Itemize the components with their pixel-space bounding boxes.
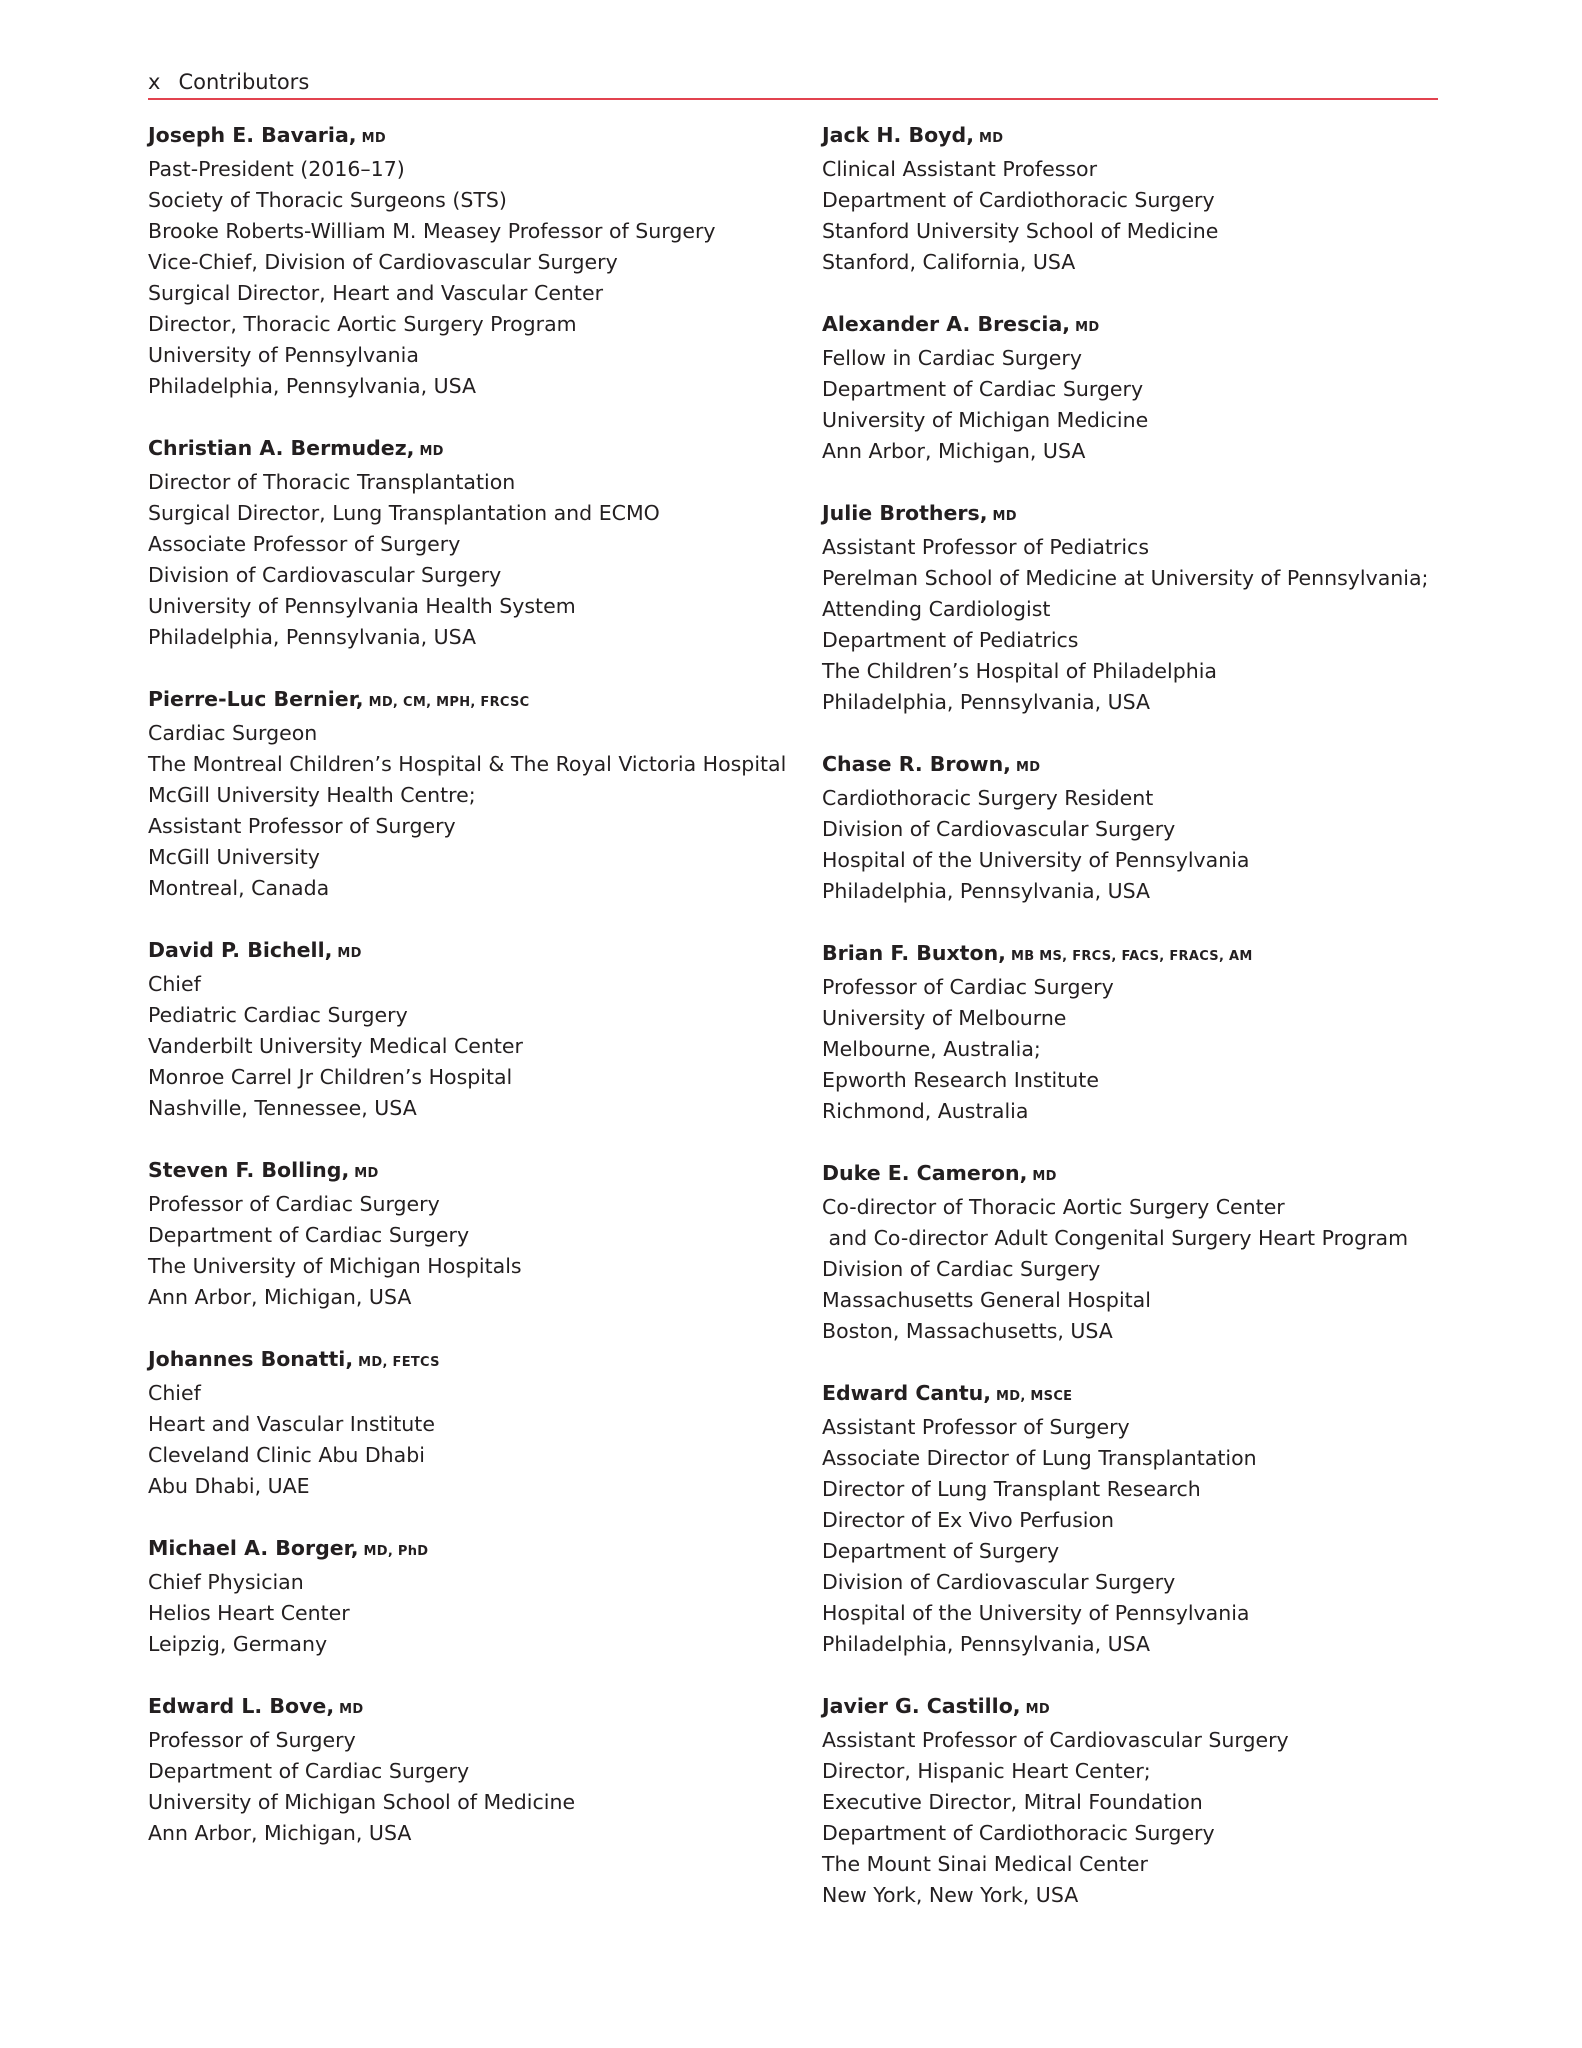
- affiliation-line: Division of Cardiovascular Surgery: [822, 817, 1176, 841]
- affiliation-line: Nashville, Tennessee, USA: [148, 1096, 417, 1120]
- affiliation-line: Philadelphia, Pennsylvania, USA: [822, 879, 1151, 903]
- affiliation-line: Attending Cardiologist: [822, 597, 1051, 621]
- affiliation-line: Perelman School of Medicine at University of Pennsylvania;: [822, 566, 1429, 590]
- affiliation-line: Director of Lung Transplant Research: [822, 1477, 1201, 1501]
- contributor-name: Jack H. Boyd,: [822, 123, 974, 147]
- contributor-entry: [148, 1344, 798, 1502]
- affiliation-line: Cardiac Surgeon: [148, 721, 318, 745]
- affiliation-line: Assistant Professor of Surgery: [148, 814, 456, 838]
- contributor-credentials: MD, PhD: [363, 1544, 429, 1559]
- affiliation-line: Professor of Cardiac Surgery: [148, 1192, 440, 1216]
- affiliation-line: Philadelphia, Pennsylvania, USA: [148, 374, 477, 398]
- affiliation-line: Chief: [148, 972, 201, 996]
- affiliation-line: Surgical Director, Lung Transplantation and ECMO: [148, 501, 660, 525]
- contributor-name: David P. Bichell,: [148, 938, 333, 962]
- contributor-entry: [822, 1158, 1462, 1347]
- contributor-entry: [822, 1691, 1462, 1911]
- affiliation-line: University of Melbourne: [822, 1006, 1067, 1030]
- affiliation-line: Chief Physician: [148, 1570, 304, 1594]
- contributor-name-line: [148, 684, 798, 718]
- contributor-name-line: [822, 1691, 1462, 1725]
- affiliation-line: Director, Thoracic Aortic Surgery Program: [148, 312, 577, 336]
- contributor-entry: [822, 938, 1462, 1127]
- affiliation-line: University of Michigan School of Medicine: [148, 1790, 576, 1814]
- affiliation-line: University of Pennsylvania Health System: [148, 594, 576, 618]
- affiliation-line: The Children’s Hospital of Philadelphia: [822, 659, 1217, 683]
- affiliation-line: Division of Cardiac Surgery: [822, 1257, 1101, 1281]
- affiliation-line: Richmond, Australia: [822, 1099, 1029, 1123]
- affiliation-line: Massachusetts General Hospital: [822, 1288, 1151, 1312]
- running-header: [148, 70, 1438, 100]
- affiliation-line: Assistant Professor of Surgery: [822, 1415, 1130, 1439]
- affiliation-line: Pediatric Cardiac Surgery: [148, 1003, 408, 1027]
- affiliation-line: Hospital of the University of Pennsylvania: [822, 848, 1250, 872]
- contributor-name-line: [148, 433, 798, 467]
- affiliation-line: Department of Cardiothoracic Surgery: [822, 188, 1215, 212]
- affiliation-line: Society of Thoracic Surgeons (STS): [148, 188, 507, 212]
- page-number: x: [148, 70, 161, 94]
- affiliation-line: Philadelphia, Pennsylvania, USA: [822, 1632, 1151, 1656]
- contributor-name: Duke E. Cameron,: [822, 1161, 1028, 1185]
- affiliation-line: University of Michigan Medicine: [822, 408, 1149, 432]
- affiliation-line: University of Pennsylvania: [148, 343, 419, 367]
- contributor-credentials: MD: [979, 131, 1004, 146]
- affiliation-line: Epworth Research Institute: [822, 1068, 1099, 1092]
- contributor-name-line: [148, 1691, 798, 1725]
- affiliation-line: Stanford University School of Medicine: [822, 219, 1219, 243]
- affiliation-line: Executive Director, Mitral Foundation: [822, 1790, 1203, 1814]
- affiliation-line: Helios Heart Center: [148, 1601, 350, 1625]
- contributor-credentials: MD: [361, 131, 386, 146]
- contributor-credentials: MD: [992, 509, 1017, 524]
- affiliation-line: Professor of Cardiac Surgery: [822, 975, 1114, 999]
- affiliation-line: Hospital of the University of Pennsylvania: [822, 1601, 1250, 1625]
- affiliation-line: Vice-Chief, Division of Cardiovascular Surgery: [148, 250, 618, 274]
- contributor-name: Pierre-Luc Bernier,: [148, 687, 364, 711]
- contributor-name-line: [822, 498, 1462, 532]
- contributor-name-line: [822, 1158, 1462, 1192]
- affiliation-line: Assistant Professor of Cardiovascular Surgery: [822, 1728, 1289, 1752]
- affiliation-line: Clinical Assistant Professor: [822, 157, 1098, 181]
- affiliation-line: Professor of Surgery: [148, 1728, 356, 1752]
- affiliation-line: Ann Arbor, Michigan, USA: [148, 1285, 412, 1309]
- affiliation-line: Associate Director of Lung Transplantation: [822, 1446, 1257, 1470]
- contributor-entry: [148, 935, 798, 1124]
- affiliation-line: and Co-director Adult Congenital Surgery Heart Program: [822, 1226, 1409, 1250]
- affiliation-line: Past-President (2016–17): [148, 157, 405, 181]
- contributor-credentials: MD: [1025, 1702, 1050, 1717]
- contributor-credentials: MD: [354, 1166, 379, 1181]
- affiliation-line: Ann Arbor, Michigan, USA: [822, 439, 1086, 463]
- affiliation-line: Cleveland Clinic Abu Dhabi: [148, 1443, 425, 1467]
- contributor-credentials: MD, FETCS: [358, 1355, 440, 1370]
- affiliation-line: Heart and Vascular Institute: [148, 1412, 435, 1436]
- section-title: Contributors: [178, 70, 310, 94]
- contributor-credentials: MD, MSCE: [996, 1389, 1073, 1404]
- contributor-name: Michael A. Borger,: [148, 1536, 359, 1560]
- contributor-name-line: [822, 1378, 1462, 1412]
- affiliation-line: Cardiothoracic Surgery Resident: [822, 786, 1154, 810]
- contributor-credentials: MD: [419, 444, 444, 459]
- contributor-name: Alexander A. Brescia,: [822, 312, 1071, 336]
- affiliation-line: Fellow in Cardiac Surgery: [822, 346, 1082, 370]
- contributor-name-line: [148, 120, 798, 154]
- affiliation-line: Philadelphia, Pennsylvania, USA: [822, 690, 1151, 714]
- affiliation-line: Vanderbilt University Medical Center: [148, 1034, 523, 1058]
- contributor-entry: [822, 498, 1462, 718]
- contributor-name: Johannes Bonatti,: [148, 1347, 354, 1371]
- contributor-name: Christian A. Bermudez,: [148, 436, 415, 460]
- affiliation-line: Boston, Massachusetts, USA: [822, 1319, 1113, 1343]
- contributor-entry: [822, 1378, 1462, 1660]
- affiliation-line: The Mount Sinai Medical Center: [822, 1852, 1148, 1876]
- affiliation-line: Division of Cardiovascular Surgery: [822, 1570, 1176, 1594]
- contributor-name-line: [822, 309, 1462, 343]
- affiliation-line: Brooke Roberts-William M. Measey Professor of Surgery: [148, 219, 716, 243]
- affiliation-line: Stanford, California, USA: [822, 250, 1076, 274]
- affiliation-line: Leipzig, Germany: [148, 1632, 328, 1656]
- affiliation-line: Abu Dhabi, UAE: [148, 1474, 310, 1498]
- contributor-name-line: [822, 749, 1462, 783]
- affiliation-line: Department of Cardiac Surgery: [148, 1223, 470, 1247]
- contributor-name: Edward L. Bove,: [148, 1694, 335, 1718]
- contributor-credentials: MD: [1032, 1169, 1057, 1184]
- affiliation-line: Department of Cardiac Surgery: [148, 1759, 470, 1783]
- affiliation-line: McGill University Health Centre;: [148, 783, 476, 807]
- affiliation-line: Surgical Director, Heart and Vascular Center: [148, 281, 604, 305]
- affiliation-line: Department of Cardiac Surgery: [822, 377, 1144, 401]
- affiliation-line: Co-director of Thoracic Aortic Surgery Center: [822, 1195, 1285, 1219]
- contributor-entry: [148, 1691, 798, 1849]
- affiliation-line: The University of Michigan Hospitals: [148, 1254, 522, 1278]
- left-column: [148, 120, 798, 1880]
- contributor-credentials: MD: [339, 1702, 364, 1717]
- affiliation-line: Department of Surgery: [822, 1539, 1060, 1563]
- affiliation-line: Philadelphia, Pennsylvania, USA: [148, 625, 477, 649]
- affiliation-line: Director of Ex Vivo Perfusion: [822, 1508, 1114, 1532]
- contributor-name: Julie Brothers,: [822, 501, 988, 525]
- right-column: [822, 120, 1462, 1942]
- affiliation-line: Ann Arbor, Michigan, USA: [148, 1821, 412, 1845]
- contributor-name: Brian F. Buxton,: [822, 941, 1006, 965]
- contributor-entry: [148, 433, 798, 653]
- affiliation-line: The Montreal Children’s Hospital & The Royal Victoria Hospital: [148, 752, 787, 776]
- contributor-name-line: [148, 1533, 798, 1567]
- affiliation-line: Associate Professor of Surgery: [148, 532, 461, 556]
- contributor-credentials: MD: [337, 946, 362, 961]
- contributor-credentials: MB MS, FRCS, FACS, FRACS, AM: [1010, 949, 1253, 964]
- contributor-name-line: [822, 938, 1462, 972]
- affiliation-line: Monroe Carrel Jr Children’s Hospital: [148, 1065, 513, 1089]
- contributor-name-line: [148, 935, 798, 969]
- affiliation-line: Division of Cardiovascular Surgery: [148, 563, 502, 587]
- affiliation-line: New York, New York, USA: [822, 1883, 1079, 1907]
- affiliation-line: Assistant Professor of Pediatrics: [822, 535, 1150, 559]
- contributor-name: Joseph E. Bavaria,: [148, 123, 357, 147]
- contributor-credentials: MD, CM, MPH, FRCSC: [368, 695, 530, 710]
- affiliation-line: Director, Hispanic Heart Center;: [822, 1759, 1151, 1783]
- contributor-entry: [148, 120, 798, 402]
- affiliation-line: Chief: [148, 1381, 201, 1405]
- contributor-entry: [148, 1155, 798, 1313]
- contributor-name: Steven F. Bolling,: [148, 1158, 350, 1182]
- contributor-name: Chase R. Brown,: [822, 752, 1011, 776]
- contributor-name-line: [148, 1344, 798, 1378]
- contributor-name: Edward Cantu,: [822, 1381, 992, 1405]
- contributor-name-line: [148, 1155, 798, 1189]
- contributor-name-line: [822, 120, 1462, 154]
- affiliation-line: Department of Pediatrics: [822, 628, 1079, 652]
- contributor-name: Javier G. Castillo,: [822, 1694, 1021, 1718]
- contributor-credentials: MD: [1075, 320, 1100, 335]
- affiliation-line: McGill University: [148, 845, 320, 869]
- contributor-entry: [148, 684, 798, 904]
- affiliation-line: Director of Thoracic Transplantation: [148, 470, 516, 494]
- affiliation-line: Montreal, Canada: [148, 876, 330, 900]
- affiliation-line: Melbourne, Australia;: [822, 1037, 1041, 1061]
- contributor-entry: [822, 749, 1462, 907]
- contributor-entry: [822, 120, 1462, 278]
- affiliation-line: Department of Cardiothoracic Surgery: [822, 1821, 1215, 1845]
- contributor-entry: [148, 1533, 798, 1660]
- contributor-credentials: MD: [1015, 760, 1041, 775]
- contributor-entry: [822, 309, 1462, 467]
